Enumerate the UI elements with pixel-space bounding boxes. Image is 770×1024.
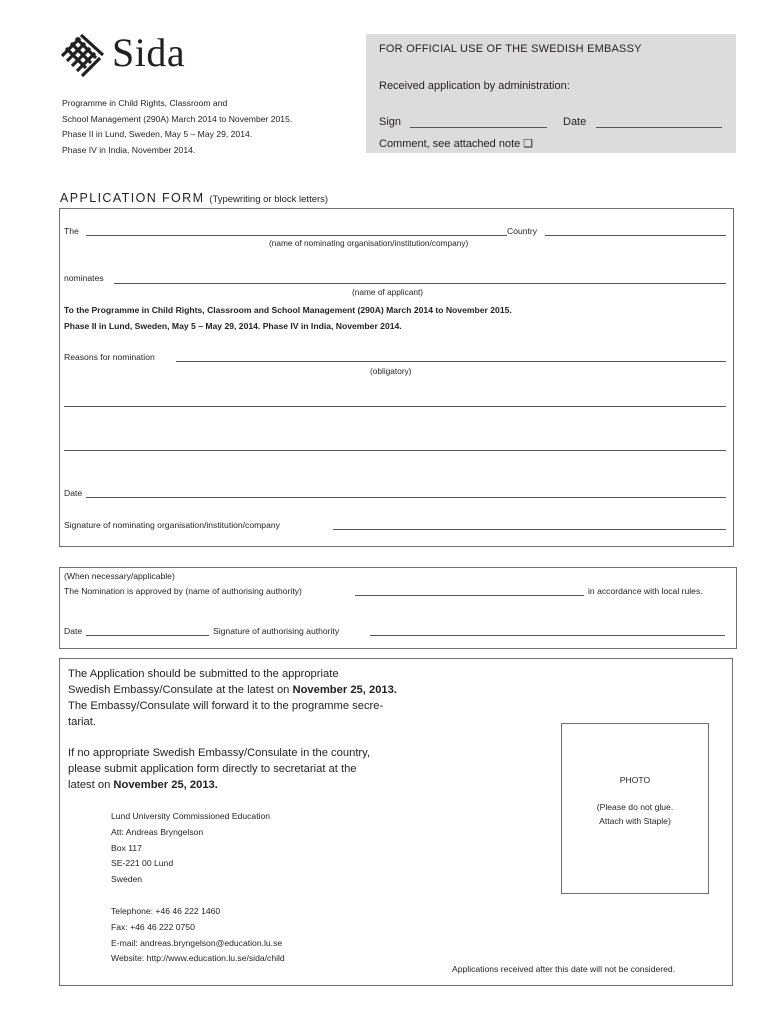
approval-date-field[interactable] xyxy=(86,635,209,636)
reasons-field-line2[interactable] xyxy=(64,406,726,407)
official-comment-checkbox[interactable]: Comment, see attached note ❑ xyxy=(379,138,534,150)
applicant-name-field[interactable] xyxy=(114,283,726,284)
address-line: Box 117 xyxy=(111,842,142,853)
address-line: Lund University Commissioned Education xyxy=(111,811,271,821)
submission-para1-line2-text: Swedish Embassy/Consulate at the latest on xyxy=(68,684,293,696)
country-field[interactable] xyxy=(545,235,726,236)
contact-email[interactable]: E-mail: andreas.bryngelson@education.lu.se xyxy=(111,937,283,948)
submission-para2-line3 xyxy=(68,777,218,793)
contact-website[interactable]: Website: http://www.education.lu.se/sida/child xyxy=(111,953,285,964)
form-subtitle: (Typewriting or block letters) xyxy=(209,194,329,205)
when-necessary-label: (When necessary/applicable) xyxy=(64,571,175,581)
contact-telephone: Telephone: +46 46 222 1460 xyxy=(111,906,221,916)
official-use-title: FOR OFFICIAL USE OF THE SWEDISH EMBASSY xyxy=(379,43,642,55)
submission-para2-line1: If no appropriate Swedish Embassy/Consulate in the country, xyxy=(68,747,371,759)
deadline-date: November 25, 2013. xyxy=(292,684,397,696)
applicant-hint: (name of applicant) xyxy=(352,287,424,297)
authorising-authority-field[interactable] xyxy=(355,595,584,596)
official-date-field[interactable] xyxy=(596,127,722,128)
address-line: Att: Andreas Bryngelson xyxy=(111,826,204,837)
photo-note-line1: (Please do not glue. xyxy=(596,802,674,812)
the-label: The xyxy=(64,226,79,236)
programme-info-line: Phase IV in India, November 2014. xyxy=(62,144,196,155)
approved-by-label: The Nomination is approved by (name of authorising authority) xyxy=(64,586,302,596)
nominates-label: nominates xyxy=(64,273,104,283)
submission-para1-line3: The Embassy/Consulate will forward it to the programme secre- xyxy=(68,700,384,712)
submission-para2-line2: please submit application form directly to secretariat at the xyxy=(68,763,357,775)
programme-info xyxy=(62,96,292,158)
secretariat-address xyxy=(111,809,270,888)
official-sign-label: Sign xyxy=(379,116,402,128)
address-line: SE-221 00 Lund xyxy=(111,858,174,869)
submission-para2-line3-text: latest on xyxy=(68,779,114,791)
contact-fax: Fax: +46 46 222 0750 xyxy=(111,921,195,932)
secretariat-contact xyxy=(111,904,285,967)
received-by-admin-label: Received application by administration: xyxy=(379,80,570,92)
programme-info-line: School Management (290A) March 2014 to November 2015. xyxy=(62,113,293,124)
programme-statement-line1: To the Programme in Child Rights, Classroom and School Management (290A) March 2014 to November 2015. xyxy=(64,305,512,315)
approval-date-label: Date xyxy=(64,626,83,636)
date-label: Date xyxy=(64,488,83,498)
sida-logo-text: Sida xyxy=(112,30,186,75)
sida-logo-mark-icon xyxy=(58,34,108,78)
organisation-hint: (name of nominating organisation/institution/company) xyxy=(269,238,469,248)
programme-statement-line2: Phase II in Lund, Sweden, May 5 – May 29, 2014. Phase IV in India, November 2014. xyxy=(64,321,402,331)
country-label: Country xyxy=(507,226,538,236)
late-applications-note: Applications received after this date will not be considered. xyxy=(452,964,676,974)
nominating-organisation-field[interactable] xyxy=(86,235,507,236)
photo-note-line2: Attach with Staple) xyxy=(599,816,671,826)
address-line: Sweden xyxy=(111,874,143,885)
reasons-field-line1[interactable] xyxy=(176,361,726,362)
nomination-date-field[interactable] xyxy=(86,497,726,498)
reasons-label: Reasons for nomination xyxy=(64,352,155,362)
form-title xyxy=(60,191,328,205)
local-rules-label: in accordance with local rules. xyxy=(588,586,703,596)
photo-label: PHOTO xyxy=(619,775,651,785)
authority-signature-label: Signature of authorising authority xyxy=(213,626,340,636)
submission-para1-line2 xyxy=(68,682,397,698)
programme-info-line: Phase II in Lund, Sweden, May 5 – May 29, 2014. xyxy=(62,129,253,139)
form-title-text: APPLICATION FORM xyxy=(60,191,205,205)
reasons-field-line3[interactable] xyxy=(64,450,726,451)
official-sign-field[interactable] xyxy=(410,127,547,128)
authority-signature-field[interactable] xyxy=(370,635,725,636)
nominating-signature-field[interactable] xyxy=(333,529,726,530)
obligatory-hint: (obligatory) xyxy=(370,366,412,376)
official-date-label: Date xyxy=(563,116,587,128)
deadline-date: November 25, 2013. xyxy=(113,779,218,791)
submission-para1-line1: The Application should be submitted to the appropriate xyxy=(68,668,339,680)
submission-para1-line4: tariat. xyxy=(68,716,96,728)
programme-info-line: Programme in Child Rights, Classroom and xyxy=(62,98,228,108)
signature-label: Signature of nominating organisation/institution/company xyxy=(64,520,280,530)
